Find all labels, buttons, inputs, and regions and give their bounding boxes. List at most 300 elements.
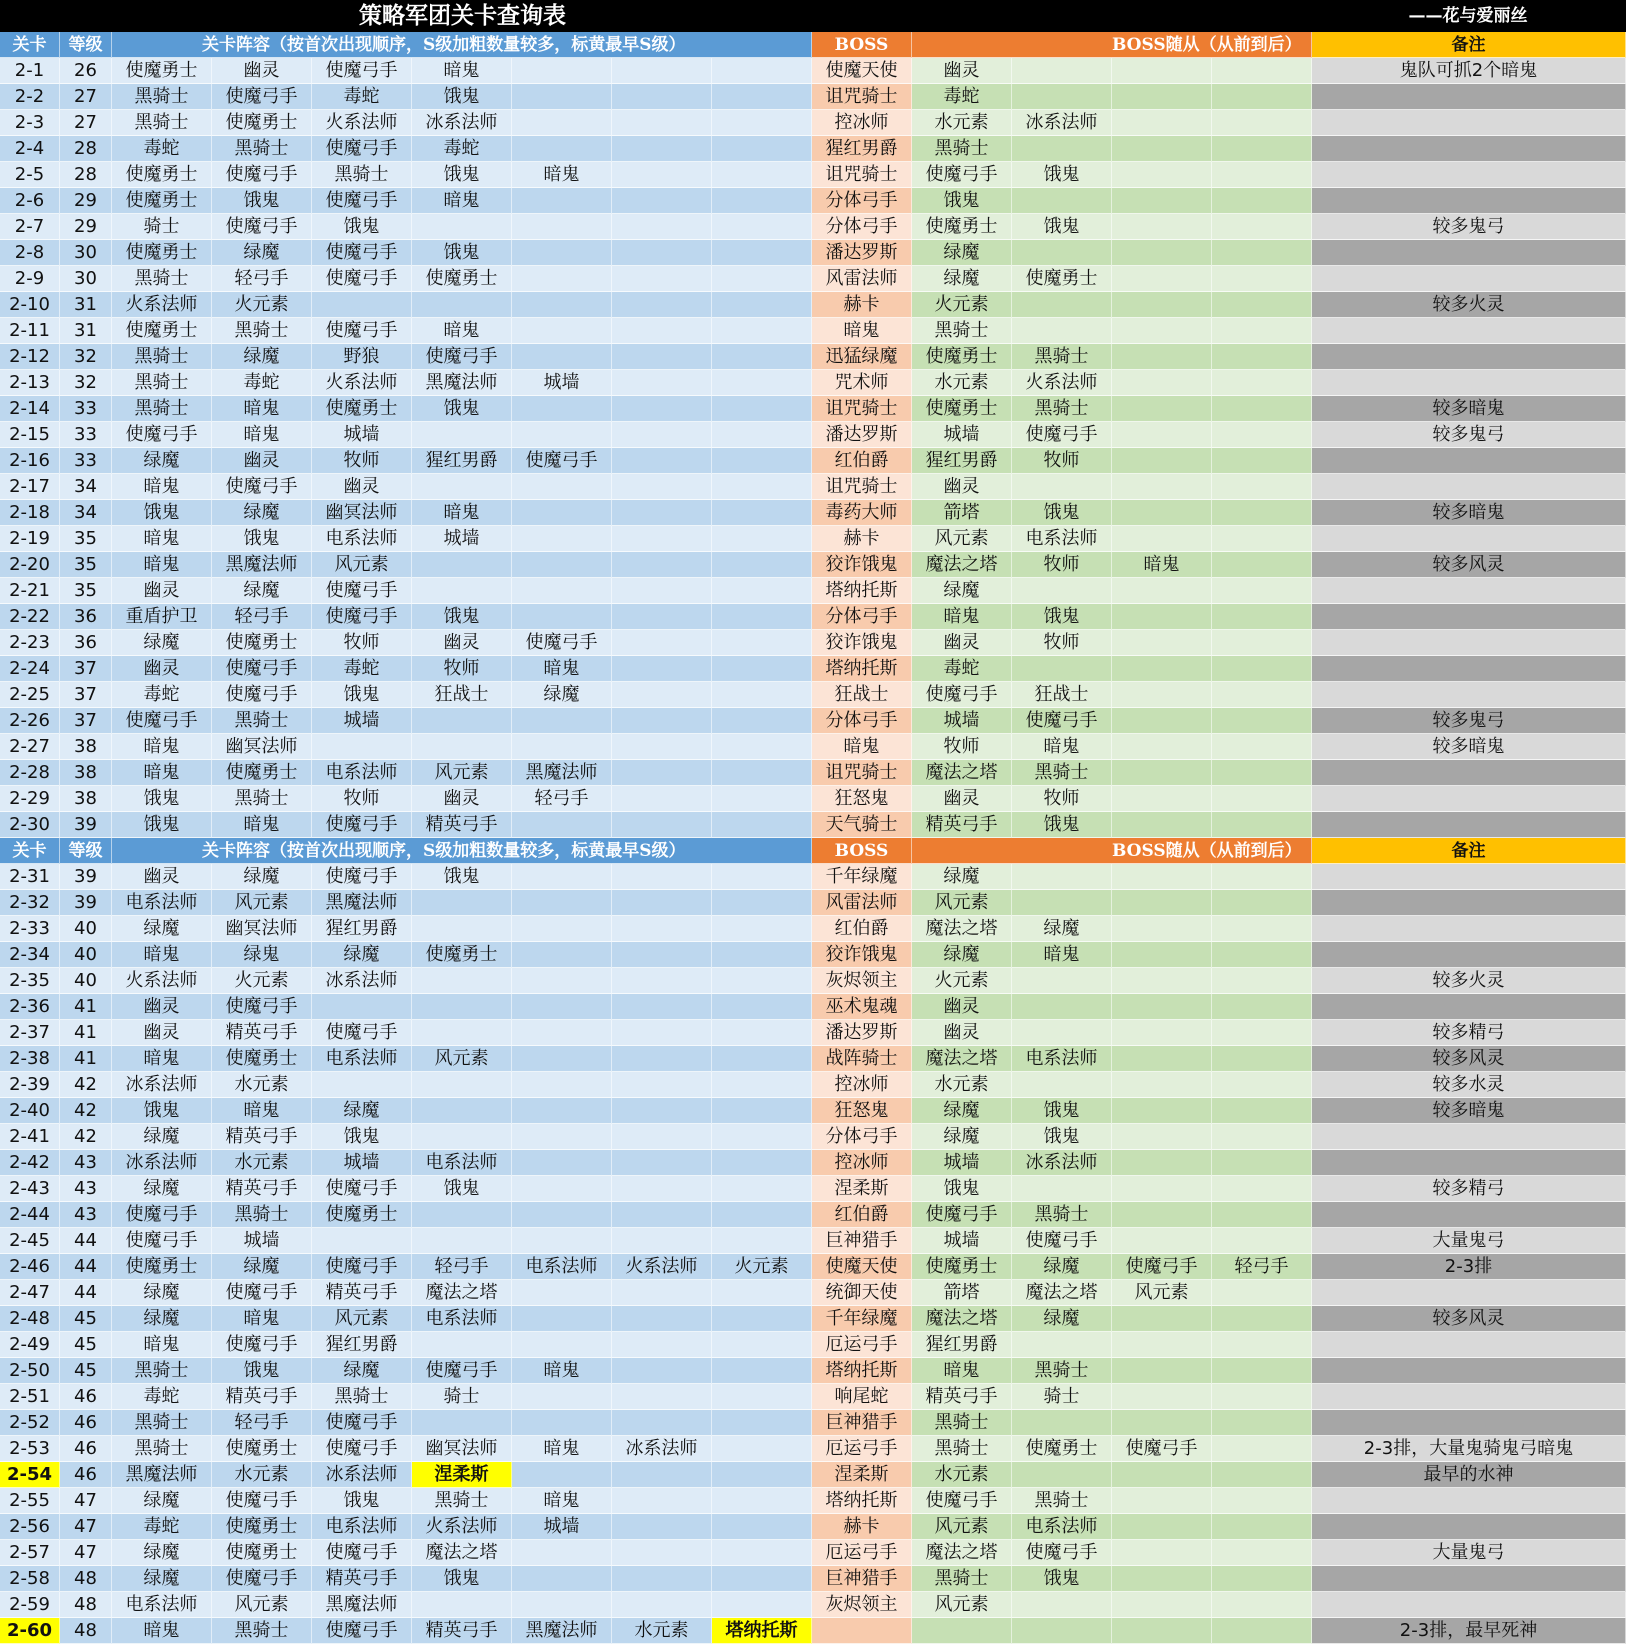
lineup-unit-cell — [512, 474, 612, 500]
stage-cell[interactable]: 2-36 — [0, 994, 60, 1020]
stage-cell[interactable]: 2-30 — [0, 812, 60, 838]
follower-cell — [1112, 162, 1212, 188]
note-cell — [1312, 630, 1626, 656]
stage-cell[interactable]: 2-38 — [0, 1046, 60, 1072]
level-cell: 30 — [60, 240, 112, 266]
lineup-unit-cell — [612, 448, 712, 474]
stage-cell[interactable]: 2-26 — [0, 708, 60, 734]
level-cell: 30 — [60, 266, 112, 292]
follower-cell — [1012, 240, 1112, 266]
follower-cell: 牧师 — [1012, 786, 1112, 812]
stage-cell[interactable]: 2-13 — [0, 370, 60, 396]
lineup-unit-cell — [412, 1124, 512, 1150]
table-row — [0, 760, 1626, 786]
table-row — [0, 968, 1626, 994]
lineup-unit-cell — [612, 1358, 712, 1384]
stage-cell[interactable]: 2-51 — [0, 1384, 60, 1410]
lineup-unit-cell — [612, 630, 712, 656]
level-cell: 40 — [60, 942, 112, 968]
lineup-unit-cell: 使魔勇士 — [112, 162, 212, 188]
follower-cell: 黑骑士 — [1012, 1488, 1112, 1514]
follower-cell — [1012, 188, 1112, 214]
lineup-unit-cell — [512, 500, 612, 526]
lineup-unit-cell: 毒蛇 — [112, 1514, 212, 1540]
lineup-unit-cell: 城墙 — [412, 526, 512, 552]
table-row — [0, 1306, 1626, 1332]
lineup-unit-cell: 电系法师 — [112, 1592, 212, 1618]
note-cell — [1312, 448, 1626, 474]
follower-cell — [1212, 84, 1312, 110]
stage-cell[interactable]: 2-4 — [0, 136, 60, 162]
lineup-unit-cell — [512, 1410, 612, 1436]
lineup-unit-cell: 精英弓手 — [412, 1618, 512, 1644]
follower-cell: 城墙 — [912, 1228, 1012, 1254]
stage-cell[interactable]: 2-60 — [0, 1618, 60, 1644]
boss-cell: 统御天使 — [812, 1280, 912, 1306]
note-cell — [1312, 1410, 1626, 1436]
lineup-unit-cell — [712, 1436, 812, 1462]
follower-cell: 魔法之塔 — [912, 1306, 1012, 1332]
level-cell: 45 — [60, 1332, 112, 1358]
stage-cell[interactable]: 2-48 — [0, 1306, 60, 1332]
follower-cell: 魔法之塔 — [1012, 1280, 1112, 1306]
lineup-unit-cell: 绿魔 — [112, 1306, 212, 1332]
stage-cell[interactable]: 2-34 — [0, 942, 60, 968]
stage-cell[interactable]: 2-25 — [0, 682, 60, 708]
stage-cell[interactable]: 2-44 — [0, 1202, 60, 1228]
note-cell — [1312, 1384, 1626, 1410]
follower-cell — [1212, 578, 1312, 604]
boss-cell: 咒术师 — [812, 370, 912, 396]
stage-cell[interactable]: 2-20 — [0, 552, 60, 578]
stage-cell[interactable]: 2-5 — [0, 162, 60, 188]
stage-cell[interactable]: 2-43 — [0, 1176, 60, 1202]
lineup-unit-cell — [612, 942, 712, 968]
stage-cell[interactable]: 2-55 — [0, 1488, 60, 1514]
lineup-unit-cell — [612, 214, 712, 240]
lineup-unit-cell: 火系法师 — [112, 968, 212, 994]
lineup-unit-cell — [512, 916, 612, 942]
lineup-unit-cell: 使魔弓手 — [212, 214, 312, 240]
follower-cell — [1112, 786, 1212, 812]
table-row — [0, 1124, 1626, 1150]
lineup-unit-cell: 黑骑士 — [112, 1436, 212, 1462]
stage-cell[interactable]: 2-59 — [0, 1592, 60, 1618]
table-row — [0, 552, 1626, 578]
follower-cell: 黑骑士 — [1012, 396, 1112, 422]
note-cell: 较多火灵 — [1312, 292, 1626, 318]
stage-cell[interactable]: 2-22 — [0, 604, 60, 630]
lineup-unit-cell — [512, 1332, 612, 1358]
header-boss: BOSS — [812, 838, 912, 864]
table-row — [0, 84, 1626, 110]
stage-cell[interactable]: 2-31 — [0, 864, 60, 890]
follower-cell — [1112, 604, 1212, 630]
follower-cell — [1112, 1358, 1212, 1384]
stage-cell[interactable]: 2-53 — [0, 1436, 60, 1462]
boss-cell: 风雷法师 — [812, 890, 912, 916]
stage-cell[interactable]: 2-57 — [0, 1540, 60, 1566]
follower-cell: 风元素 — [912, 1514, 1012, 1540]
boss-cell: 塔纳托斯 — [812, 1358, 912, 1384]
lineup-unit-cell: 轻弓手 — [212, 1410, 312, 1436]
follower-cell — [1212, 188, 1312, 214]
lineup-unit-cell — [612, 604, 712, 630]
lineup-unit-cell — [412, 1228, 512, 1254]
table-row — [0, 994, 1626, 1020]
lineup-unit-cell: 使魔勇士 — [112, 240, 212, 266]
lineup-unit-cell: 绿魔 — [112, 1488, 212, 1514]
lineup-unit-cell: 轻弓手 — [412, 1254, 512, 1280]
lineup-unit-cell: 黑魔法师 — [112, 1462, 212, 1488]
table-row — [0, 682, 1626, 708]
table-row — [0, 1462, 1626, 1488]
lineup-unit-cell: 城墙 — [512, 370, 612, 396]
boss-cell: 分体弓手 — [812, 188, 912, 214]
lineup-unit-cell: 绿魔 — [112, 630, 212, 656]
follower-cell — [1212, 1046, 1312, 1072]
lineup-unit-cell — [612, 318, 712, 344]
lineup-unit-cell — [712, 240, 812, 266]
follower-cell — [1212, 968, 1312, 994]
stage-cell[interactable]: 2-14 — [0, 396, 60, 422]
follower-cell: 黑骑士 — [1012, 760, 1112, 786]
stage-cell[interactable]: 2-40 — [0, 1098, 60, 1124]
stage-cell[interactable]: 2-3 — [0, 110, 60, 136]
boss-cell: 厄运弓手 — [812, 1540, 912, 1566]
header-followers: BOSS随从（从前到后） — [912, 32, 1312, 58]
note-cell — [1312, 656, 1626, 682]
stage-cell[interactable]: 2-27 — [0, 734, 60, 760]
stage-cell[interactable]: 2-1 — [0, 58, 60, 84]
lineup-unit-cell — [712, 526, 812, 552]
follower-cell: 城墙 — [912, 708, 1012, 734]
stage-cell[interactable]: 2-10 — [0, 292, 60, 318]
lineup-unit-cell: 魔法之塔 — [412, 1280, 512, 1306]
stage-cell[interactable]: 2-47 — [0, 1280, 60, 1306]
boss-cell: 红伯爵 — [812, 448, 912, 474]
lineup-unit-cell: 暗鬼 — [112, 942, 212, 968]
lineup-unit-cell — [512, 1540, 612, 1566]
lineup-unit-cell: 使魔弓手 — [212, 1332, 312, 1358]
level-cell: 40 — [60, 916, 112, 942]
table-row — [0, 630, 1626, 656]
stage-cell[interactable]: 2-21 — [0, 578, 60, 604]
note-cell: 较多风灵 — [1312, 1306, 1626, 1332]
level-cell: 36 — [60, 630, 112, 656]
follower-cell: 黑骑士 — [1012, 344, 1112, 370]
follower-cell: 饿鬼 — [1012, 812, 1112, 838]
table-row — [0, 1098, 1626, 1124]
note-cell — [1312, 1280, 1626, 1306]
lineup-unit-cell — [612, 1488, 712, 1514]
stage-cell[interactable]: 2-17 — [0, 474, 60, 500]
boss-cell: 赫卡 — [812, 292, 912, 318]
lineup-unit-cell: 使魔弓手 — [212, 162, 312, 188]
lineup-unit-cell — [512, 1462, 612, 1488]
follower-cell — [1112, 1384, 1212, 1410]
lineup-unit-cell: 火系法师 — [112, 292, 212, 318]
stage-cell[interactable]: 2-2 — [0, 84, 60, 110]
follower-cell — [1012, 890, 1112, 916]
stage-cell[interactable]: 2-9 — [0, 266, 60, 292]
level-cell: 43 — [60, 1150, 112, 1176]
table-row — [0, 1514, 1626, 1540]
lineup-unit-cell — [412, 552, 512, 578]
stage-cell[interactable]: 2-49 — [0, 1332, 60, 1358]
lineup-unit-cell: 暗鬼 — [512, 1436, 612, 1462]
lineup-unit-cell — [612, 1098, 712, 1124]
lineup-unit-cell: 使魔弓手 — [312, 318, 412, 344]
level-cell: 45 — [60, 1358, 112, 1384]
follower-cell — [1212, 1332, 1312, 1358]
lineup-unit-cell: 黑骑士 — [212, 786, 312, 812]
follower-cell — [1212, 1540, 1312, 1566]
lineup-unit-cell: 毒蛇 — [212, 370, 312, 396]
table-row — [0, 1176, 1626, 1202]
follower-cell — [1012, 1176, 1112, 1202]
follower-cell — [1112, 1046, 1212, 1072]
lineup-unit-cell: 绿魔 — [112, 1280, 212, 1306]
boss-cell: 狂怒鬼 — [812, 1098, 912, 1124]
boss-cell: 狡诈饿鬼 — [812, 942, 912, 968]
follower-cell — [1012, 1410, 1112, 1436]
follower-cell — [1112, 1332, 1212, 1358]
lineup-unit-cell: 牧师 — [312, 448, 412, 474]
stage-cell[interactable]: 2-29 — [0, 786, 60, 812]
note-cell — [1312, 1592, 1626, 1618]
stage-cell[interactable]: 2-12 — [0, 344, 60, 370]
lineup-unit-cell — [712, 500, 812, 526]
title-bar — [0, 0, 1626, 32]
lineup-unit-cell: 城墙 — [512, 1514, 612, 1540]
stage-cell[interactable]: 2-15 — [0, 422, 60, 448]
lineup-unit-cell — [712, 786, 812, 812]
lineup-unit-cell — [512, 864, 612, 890]
lineup-unit-cell: 暗鬼 — [412, 58, 512, 84]
follower-cell — [1212, 1280, 1312, 1306]
follower-cell — [1212, 1202, 1312, 1228]
follower-cell: 风元素 — [912, 526, 1012, 552]
lineup-unit-cell — [712, 188, 812, 214]
lineup-unit-cell — [412, 1332, 512, 1358]
table-row — [0, 1358, 1626, 1384]
table-row — [0, 1150, 1626, 1176]
follower-cell: 暗鬼 — [1112, 552, 1212, 578]
lineup-unit-cell — [712, 292, 812, 318]
follower-cell: 饿鬼 — [912, 188, 1012, 214]
stage-cell[interactable]: 2-42 — [0, 1150, 60, 1176]
stage-cell[interactable]: 2-46 — [0, 1254, 60, 1280]
follower-cell: 饿鬼 — [1012, 1124, 1112, 1150]
stage-cell[interactable]: 2-8 — [0, 240, 60, 266]
lineup-unit-cell: 使魔弓手 — [312, 136, 412, 162]
follower-cell — [1012, 968, 1112, 994]
stage-cell[interactable]: 2-18 — [0, 500, 60, 526]
lineup-unit-cell: 使魔弓手 — [112, 708, 212, 734]
stage-cell[interactable]: 2-52 — [0, 1410, 60, 1436]
lineup-unit-cell: 火系法师 — [412, 1514, 512, 1540]
lineup-unit-cell: 轻弓手 — [212, 266, 312, 292]
level-cell: 39 — [60, 864, 112, 890]
lineup-unit-cell: 绿魔 — [212, 500, 312, 526]
lineup-unit-cell: 幽冥法师 — [412, 1436, 512, 1462]
lineup-unit-cell — [512, 1150, 612, 1176]
stage-cell[interactable]: 2-50 — [0, 1358, 60, 1384]
lineup-unit-cell — [512, 1202, 612, 1228]
table-row — [0, 1202, 1626, 1228]
lineup-unit-cell — [612, 760, 712, 786]
lineup-unit-cell: 使魔弓手 — [512, 630, 612, 656]
level-cell: 27 — [60, 84, 112, 110]
follower-cell — [1212, 240, 1312, 266]
lineup-unit-cell: 幽灵 — [212, 448, 312, 474]
note-cell: 较多水灵 — [1312, 1072, 1626, 1098]
stage-cell[interactable]: 2-23 — [0, 630, 60, 656]
stage-cell[interactable]: 2-11 — [0, 318, 60, 344]
follower-cell — [1112, 110, 1212, 136]
follower-cell: 黑骑士 — [1012, 1202, 1112, 1228]
stage-cell[interactable]: 2-16 — [0, 448, 60, 474]
follower-cell — [1212, 266, 1312, 292]
lineup-unit-cell: 绿魔 — [212, 1254, 312, 1280]
lineup-unit-cell: 黑骑士 — [112, 84, 212, 110]
lineup-unit-cell: 电系法师 — [112, 890, 212, 916]
follower-cell: 幽灵 — [912, 474, 1012, 500]
stage-cell[interactable]: 2-6 — [0, 188, 60, 214]
follower-cell — [1112, 84, 1212, 110]
lineup-unit-cell: 电系法师 — [512, 1254, 612, 1280]
boss-cell: 潘达罗斯 — [812, 240, 912, 266]
follower-cell: 风元素 — [912, 890, 1012, 916]
lineup-unit-cell: 黑骑士 — [312, 1384, 412, 1410]
lineup-unit-cell: 黑骑士 — [112, 370, 212, 396]
stage-cell[interactable]: 2-19 — [0, 526, 60, 552]
follower-cell: 使魔弓手 — [912, 162, 1012, 188]
note-cell: 较多鬼弓 — [1312, 708, 1626, 734]
table-row — [0, 890, 1626, 916]
lineup-unit-cell — [612, 370, 712, 396]
follower-cell — [1112, 708, 1212, 734]
follower-cell: 幽灵 — [912, 786, 1012, 812]
follower-cell: 绿魔 — [912, 942, 1012, 968]
boss-cell: 狂怒鬼 — [812, 786, 912, 812]
level-cell: 38 — [60, 760, 112, 786]
follower-cell — [1212, 1436, 1312, 1462]
follower-cell: 骑士 — [1012, 1384, 1112, 1410]
lineup-unit-cell: 风元素 — [412, 760, 512, 786]
stage-cell[interactable]: 2-39 — [0, 1072, 60, 1098]
level-cell: 46 — [60, 1410, 112, 1436]
follower-cell — [1212, 916, 1312, 942]
boss-cell: 诅咒骑士 — [812, 474, 912, 500]
lineup-unit-cell: 毒蛇 — [412, 136, 512, 162]
note-cell: 较多暗鬼 — [1312, 734, 1626, 760]
stage-cell[interactable]: 2-35 — [0, 968, 60, 994]
lineup-unit-cell — [612, 500, 712, 526]
stage-cell[interactable]: 2-33 — [0, 916, 60, 942]
lineup-unit-cell: 黑骑士 — [312, 162, 412, 188]
follower-cell — [1212, 864, 1312, 890]
lineup-unit-cell: 使魔弓手 — [312, 266, 412, 292]
lineup-unit-cell — [612, 1280, 712, 1306]
follower-cell — [1012, 578, 1112, 604]
lineup-unit-cell — [612, 1124, 712, 1150]
boss-cell: 灰烬领主 — [812, 1592, 912, 1618]
lineup-unit-cell: 暗鬼 — [412, 188, 512, 214]
level-cell: 28 — [60, 162, 112, 188]
lineup-unit-cell — [512, 58, 612, 84]
follower-cell: 电系法师 — [1012, 1046, 1112, 1072]
boss-cell: 巨神猎手 — [812, 1228, 912, 1254]
stage-cell[interactable]: 2-45 — [0, 1228, 60, 1254]
boss-cell: 巨神猎手 — [812, 1566, 912, 1592]
lineup-unit-cell — [612, 84, 712, 110]
level-cell: 33 — [60, 448, 112, 474]
table-row — [0, 1332, 1626, 1358]
boss-cell: 风雷法师 — [812, 266, 912, 292]
lineup-unit-cell — [612, 1072, 712, 1098]
follower-cell — [1012, 136, 1112, 162]
boss-cell: 潘达罗斯 — [812, 422, 912, 448]
lineup-unit-cell: 使魔弓手 — [212, 1566, 312, 1592]
lineup-unit-cell — [712, 1176, 812, 1202]
stage-cell[interactable]: 2-58 — [0, 1566, 60, 1592]
lineup-unit-cell — [312, 994, 412, 1020]
follower-cell: 饿鬼 — [1012, 604, 1112, 630]
lineup-unit-cell: 使魔弓手 — [312, 188, 412, 214]
follower-cell — [1012, 656, 1112, 682]
lineup-unit-cell — [712, 1202, 812, 1228]
lineup-unit-cell — [312, 734, 412, 760]
level-cell: 48 — [60, 1618, 112, 1644]
follower-cell — [912, 1618, 1012, 1644]
stage-cell[interactable]: 2-41 — [0, 1124, 60, 1150]
lineup-unit-cell: 使魔勇士 — [212, 630, 312, 656]
lineup-unit-cell: 火元素 — [212, 292, 312, 318]
note-cell: 较多暗鬼 — [1312, 1098, 1626, 1124]
stage-cell[interactable]: 2-54 — [0, 1462, 60, 1488]
boss-cell: 塔纳托斯 — [812, 656, 912, 682]
note-cell — [1312, 344, 1626, 370]
lineup-unit-cell: 幽灵 — [112, 864, 212, 890]
lineup-unit-cell: 暗鬼 — [512, 656, 612, 682]
stage-cell[interactable]: 2-56 — [0, 1514, 60, 1540]
stage-cell[interactable]: 2-32 — [0, 890, 60, 916]
header-boss: BOSS — [812, 32, 912, 58]
lineup-unit-cell: 火元素 — [712, 1254, 812, 1280]
stage-cell[interactable]: 2-37 — [0, 1020, 60, 1046]
lineup-unit-cell — [612, 266, 712, 292]
follower-cell: 箭塔 — [912, 1280, 1012, 1306]
follower-cell — [1212, 708, 1312, 734]
follower-cell: 猩红男爵 — [912, 448, 1012, 474]
stage-cell[interactable]: 2-28 — [0, 760, 60, 786]
lineup-unit-cell: 电系法师 — [412, 1306, 512, 1332]
stage-cell[interactable]: 2-7 — [0, 214, 60, 240]
boss-cell: 控冰师 — [812, 110, 912, 136]
lineup-unit-cell — [412, 1410, 512, 1436]
lineup-unit-cell — [612, 864, 712, 890]
lineup-unit-cell: 黑骑士 — [212, 136, 312, 162]
stage-cell[interactable]: 2-24 — [0, 656, 60, 682]
follower-cell: 牧师 — [1012, 552, 1112, 578]
lineup-unit-cell — [512, 396, 612, 422]
lineup-unit-cell — [712, 1124, 812, 1150]
note-cell — [1312, 578, 1626, 604]
note-cell — [1312, 526, 1626, 552]
lineup-unit-cell: 绿魔 — [112, 1540, 212, 1566]
